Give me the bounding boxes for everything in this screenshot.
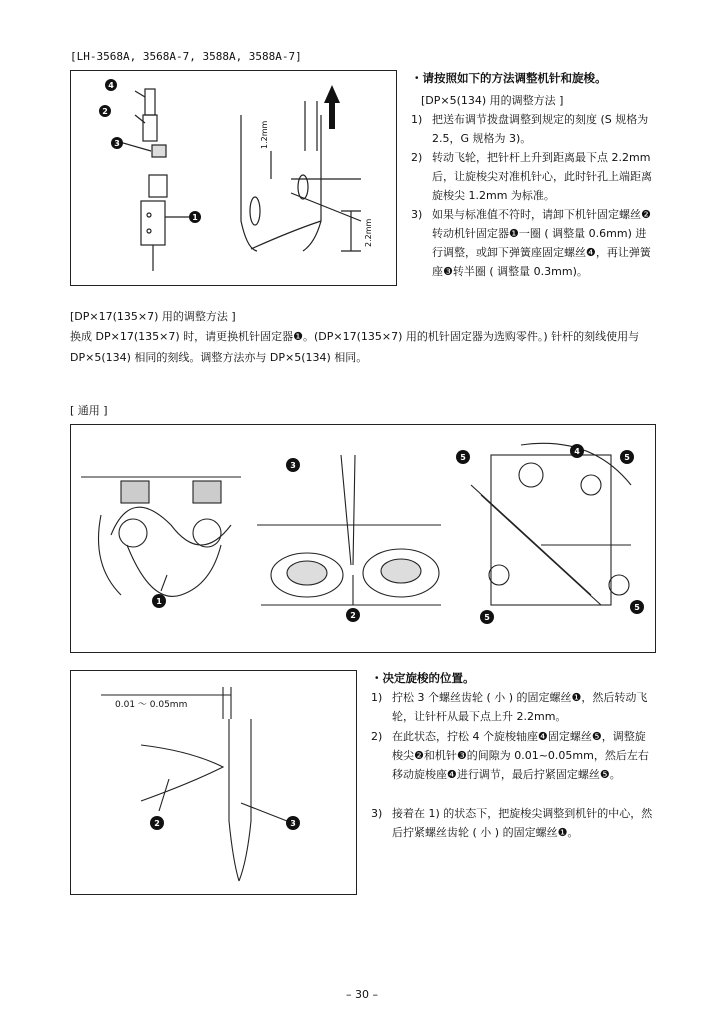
step-num: 3) <box>411 208 423 221</box>
up-arrow <box>324 85 340 129</box>
step-num: 1) <box>371 691 383 704</box>
callout-2-label: 2 <box>350 611 356 620</box>
section1-step-1 <box>411 110 656 148</box>
callout-2-label: 2 <box>154 819 160 828</box>
callout-3-label: 3 <box>290 461 296 470</box>
panel-screw-gears <box>81 477 241 596</box>
callout-1-label: 1 <box>192 213 198 222</box>
hook-assembly-diagram <box>71 425 655 652</box>
callout-5-top-right-label: 5 <box>624 453 630 462</box>
page-number: – 30 – <box>346 988 378 1001</box>
callout-5-top-left-label: 5 <box>460 453 466 462</box>
figure-hook-assembly <box>70 424 656 653</box>
section1-step-3 <box>411 205 656 281</box>
figure-needle-adjustment <box>70 70 397 286</box>
step-num: 1) <box>411 113 423 126</box>
step-num: 2) <box>371 730 383 743</box>
hook-gap-diagram <box>71 671 356 894</box>
callout-4-label: 4 <box>108 81 114 90</box>
figure-hook-gap <box>70 670 357 895</box>
section2-subtitle: [DP×17(135×7) 用的调整方法 ] <box>70 310 236 323</box>
step-text: 接着在 1) 的状态下，把旋梭尖调整到机针的中心，然后拧紧螺丝齿轮 ( 小 ) 的固定螺丝❶。 <box>392 807 653 839</box>
section1-title: ・请按照如下的方法调整机针和旋梭。 <box>411 71 607 85</box>
step-text: 在此状态，拧松 4 个旋梭轴座❹固定螺丝❺，调整旋梭尖❷和机针❸的间隙为 0.01~0.05mm，然后左右移动旋梭座❹进行调节，最后拧紧固定螺丝❺。 <box>392 730 649 781</box>
section1-step-2 <box>411 148 656 205</box>
step-num: 3) <box>371 807 383 820</box>
needle-closeup <box>241 101 361 251</box>
needle-bar-diagram <box>71 71 396 285</box>
step-text: 把送布调节拨盘调整到规定的刻度 (S 规格为 2.5，G 规格为 3)。 <box>432 113 649 145</box>
section4-title: ・决定旋梭的位置。 <box>371 671 475 685</box>
step-text: 拧松 3 个螺丝齿轮 ( 小 ) 的固定螺丝❶，然后转动飞轮，让针杆从最下点上升 2.2mm。 <box>392 691 648 723</box>
callout-3-label: 3 <box>114 139 120 148</box>
callout-4-label: 4 <box>574 447 580 456</box>
panel-hook-and-needle <box>257 455 441 605</box>
section1-subtitle: [DP×5(134) 用的调整方法 ] <box>421 94 564 107</box>
callout-3-label: 3 <box>290 819 296 828</box>
dim-lower: 2.2mm <box>364 218 373 247</box>
panel-hook-shaft <box>471 443 631 605</box>
step-text: 转动飞轮，把针杆上升到距离最下点 2.2mm 后，让旋梭尖对准机针心，此时针孔上端距离旋梭尖 1.2mm 为标准。 <box>432 151 652 202</box>
callout-5-bottom-left-label: 5 <box>484 613 490 622</box>
step-num: 2) <box>411 151 423 164</box>
callout-1-label: 1 <box>156 597 162 606</box>
section3-subtitle: [ 通用 ] <box>70 404 108 417</box>
callout-5-bottom-right-label: 5 <box>634 603 640 612</box>
model-header: [LH-3568A, 3568A-7, 3588A, 3588A-7] <box>70 50 302 63</box>
dim-upper: 1.2mm <box>260 120 269 149</box>
callouts-panel-c <box>456 444 644 624</box>
callout-2-label: 2 <box>102 107 108 116</box>
gap-label: 0.01 ～ 0.05mm <box>115 700 188 710</box>
step-text: 如果与标准值不符时，请卸下机针固定螺丝❷转动机针固定器❶一圈 ( 调整量 0.6mm) 进行调整，或卸下弹簧座固定螺丝❹，再让弹簧座❸转半圈 ( 调整量 0.3mm)。 <box>432 208 651 278</box>
section2-text: 换成 DP×17(135×7) 时，请更换机针固定器❶。(DP×17(135×7) 用的机针固定器为选购零件。) 针杆的刻线使用与 DP×5(134) 相同的刻线。调整方法亦与 DP×5(134) 相同。 <box>70 330 640 364</box>
section4-step-1 <box>371 688 656 726</box>
section4-step-3 <box>371 804 656 842</box>
needle-bar-assembly <box>123 89 189 271</box>
section4-step-2 <box>371 727 656 784</box>
